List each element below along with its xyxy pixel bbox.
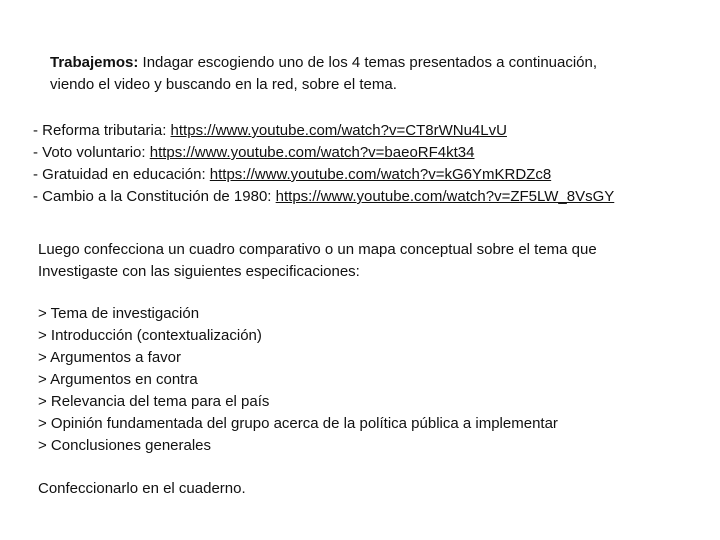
intro-line-2: viendo el video y buscando en la red, sobre el tema.	[50, 76, 397, 93]
topic-video-link[interactable]: https://www.youtube.com/watch?v=baeoRF4kt34	[149, 144, 475, 161]
closing-instruction: Confeccionarlo en el cuaderno.	[38, 480, 246, 497]
spec-item: > Opinión fundamentada del grupo acerca de la política pública a implementar	[38, 415, 558, 432]
task-line-2: Investigaste con las siguientes especificaciones:	[38, 263, 360, 280]
task-line-1: Luego confecciona un cuadro comparativo o un mapa conceptual sobre el tema que	[38, 241, 597, 258]
instructions-intro	[50, 52, 690, 96]
topic-item	[33, 142, 713, 164]
topic-label: - Voto voluntario:	[33, 144, 150, 161]
topic-video-link[interactable]: https://www.youtube.com/watch?v=CT8rWNu4LvU	[170, 122, 507, 139]
spec-item: > Argumentos a favor	[38, 349, 181, 366]
spec-item: > Relevancia del tema para el país	[38, 393, 270, 410]
intro-line-1	[50, 52, 690, 74]
spec-item: > Conclusiones generales	[38, 437, 212, 454]
topic-label: - Reforma tributaria:	[33, 122, 171, 139]
task-description	[38, 239, 698, 283]
topic-label: - Cambio a la Constitución de 1980:	[33, 188, 276, 205]
topics-list	[33, 120, 713, 208]
topic-video-link[interactable]: https://www.youtube.com/watch?v=kG6YmKRDZc8	[209, 166, 552, 183]
specifications-list	[38, 303, 698, 457]
topic-item	[33, 164, 713, 186]
topic-item	[33, 120, 713, 142]
intro-label: Trabajemos:	[50, 54, 139, 71]
spec-item: > Argumentos en contra	[38, 371, 198, 388]
topic-item	[33, 186, 713, 208]
topic-video-link[interactable]: https://www.youtube.com/watch?v=ZF5LW_8VsGY	[275, 188, 615, 205]
intro-text: Indagar escogiendo uno de los 4 temas presentados a continuación,	[138, 54, 598, 71]
spec-item: > Introducción (contextualización)	[38, 327, 262, 344]
spec-item: > Tema de investigación	[38, 305, 200, 322]
topic-label: - Gratuidad en educación:	[33, 166, 210, 183]
